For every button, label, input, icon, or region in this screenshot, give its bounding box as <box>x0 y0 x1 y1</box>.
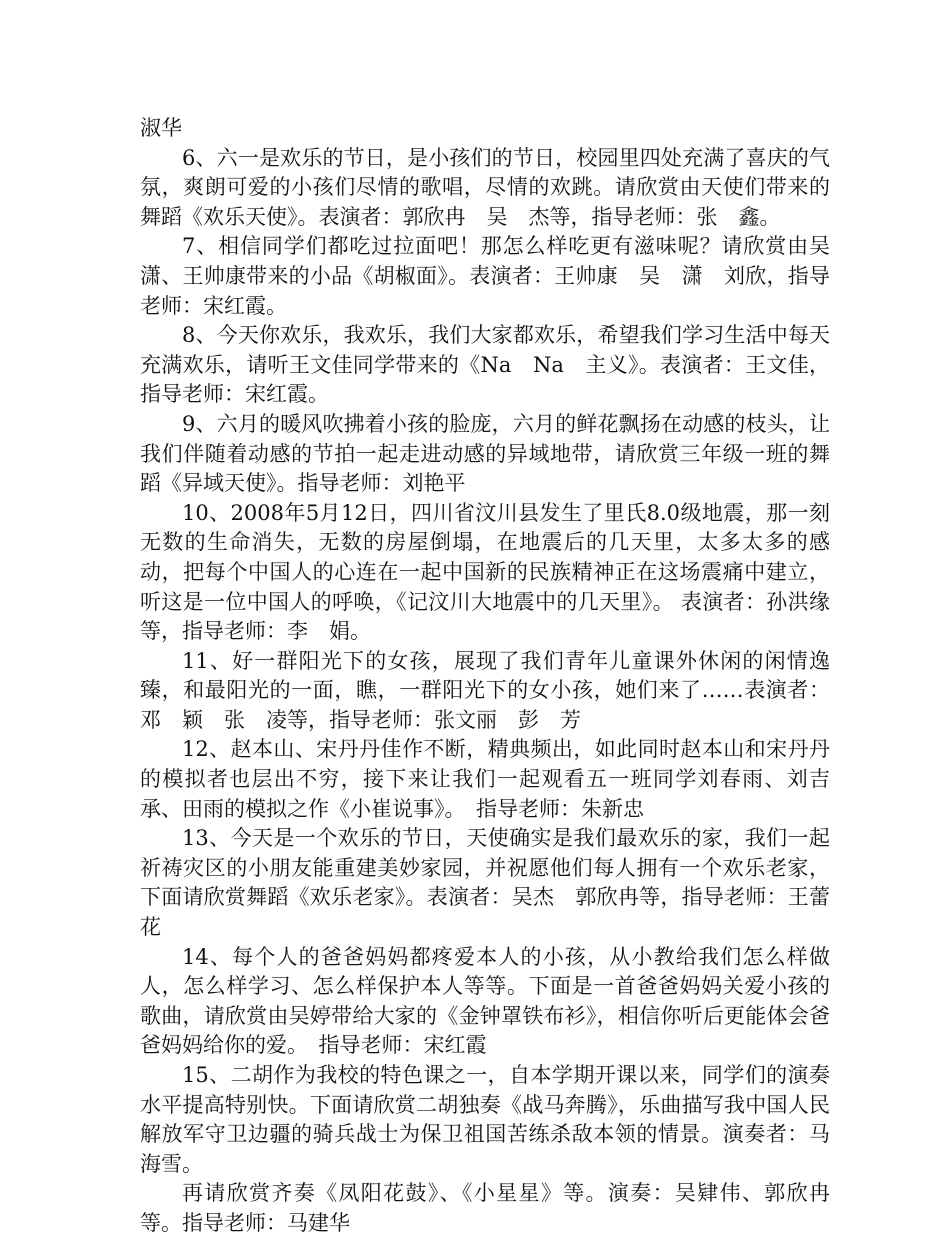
paragraph-item-15-continued: 再请欣赏齐奏《凤阳花鼓》、《小星星》等。演奏：吴肄伟、郭欣冉等。指导老师：马建华 <box>140 1181 830 1235</box>
paragraph-item-11: 11、好一群阳光下的女孩，展现了我们青年儿童课外休闲的闲情逸臻，和最阳光的一面，瞧，一群阳光下的女小孩，她们来了……表演者：邓 颖 张 凌等，指导老师：张文丽 彭 芳 <box>140 648 830 732</box>
paragraph-item-12: 12、赵本山、宋丹丹佳作不断，精典频出，如此同时赵本山和宋丹丹的模拟者也层出不穷，接下来让我们一起观看五一班同学刘春雨、刘吉承、田雨的模拟之作《小崔说事》。 指导老师：朱新忠 <box>140 737 830 821</box>
document-body <box>140 114 830 1239</box>
paragraph-item-13: 13、今天是一个欢乐的节日，天使确实是我们最欢乐的家，我们一起祈祷灾区的小朋友能重建美妙家园，并祝愿他们每人拥有一个欢乐老家，下面请欣赏舞蹈《欢乐老家》。表演者：吴杰 郭欣冉等，指导老师：王蕾花 <box>140 826 830 940</box>
paragraph-item-7: 7、相信同学们都吃过拉面吧！那怎么样吃更有滋味呢？请欣赏由吴潇、王帅康带来的小品《胡椒面》。表演者：王帅康 吴 潇 刘欣，指导老师：宋红霞。 <box>140 234 830 318</box>
paragraph-item-8: 8、今天你欢乐，我欢乐，我们大家都欢乐，希望我们学习生活中每天充满欢乐，请听王文佳同学带来的《Na Na 主义》。表演者：王文佳，指导老师：宋红霞。 <box>140 323 830 407</box>
paragraph-item-10: 10、2008年5月12日，四川省汶川县发生了里氏8.0级地震，那一刻无数的生命消失，无数的房屋倒塌，在地震后的几天里，太多太多的感动，把每个中国人的心连在一起中国新的民族精神正在这场震痛中建立，听这是一位中国人的呼唤，《记汶川大地震中的几天里》。 表演者：孙洪缘等，指导老师：李 娟。 <box>140 500 830 644</box>
paragraph-item-15: 15、二胡作为我校的特色课之一，自本学期开课以来，同学们的演奏水平提高特别快。下面请欣赏二胡独奏《战马奔腾》，乐曲描写我中国人民解放军守卫边疆的骑兵战士为保卫祖国苦练杀敌本领的情景。演奏者：马海雪。 <box>140 1063 830 1176</box>
paragraph-continuation: 淑华 <box>140 116 182 140</box>
paragraph-item-9: 9、六月的暖风吹拂着小孩的脸庞，六月的鲜花飘扬在动感的枝头，让我们伴随着动感的节拍一起走进动感的异域地带，请欣赏三年级一班的舞蹈《异域天使》。指导老师：刘艳平 <box>140 411 830 496</box>
paragraph-item-14: 14、每个人的爸爸妈妈都疼爱本人的小孩，从小教给我们怎么样做人，怎么样学习、怎么样保护本人等等。下面是一首爸爸妈妈关爱小孩的歌曲，请欣赏由吴婷带给大家的《金钟罩铁布衫》，相信你听后更能体会爸爸妈妈给你的爱。 指导老师：宋红霞 <box>140 944 830 1058</box>
paragraph-item-6: 6、六一是欢乐的节日，是小孩们的节日，校园里四处充满了喜庆的气氛，爽朗可爱的小孩们尽情的歌唱，尽情的欢跳。请欣赏由天使们带来的舞蹈《欢乐天使》。表演者：郭欣冉 吴 杰等，指导老师：张 鑫。 <box>140 145 830 229</box>
